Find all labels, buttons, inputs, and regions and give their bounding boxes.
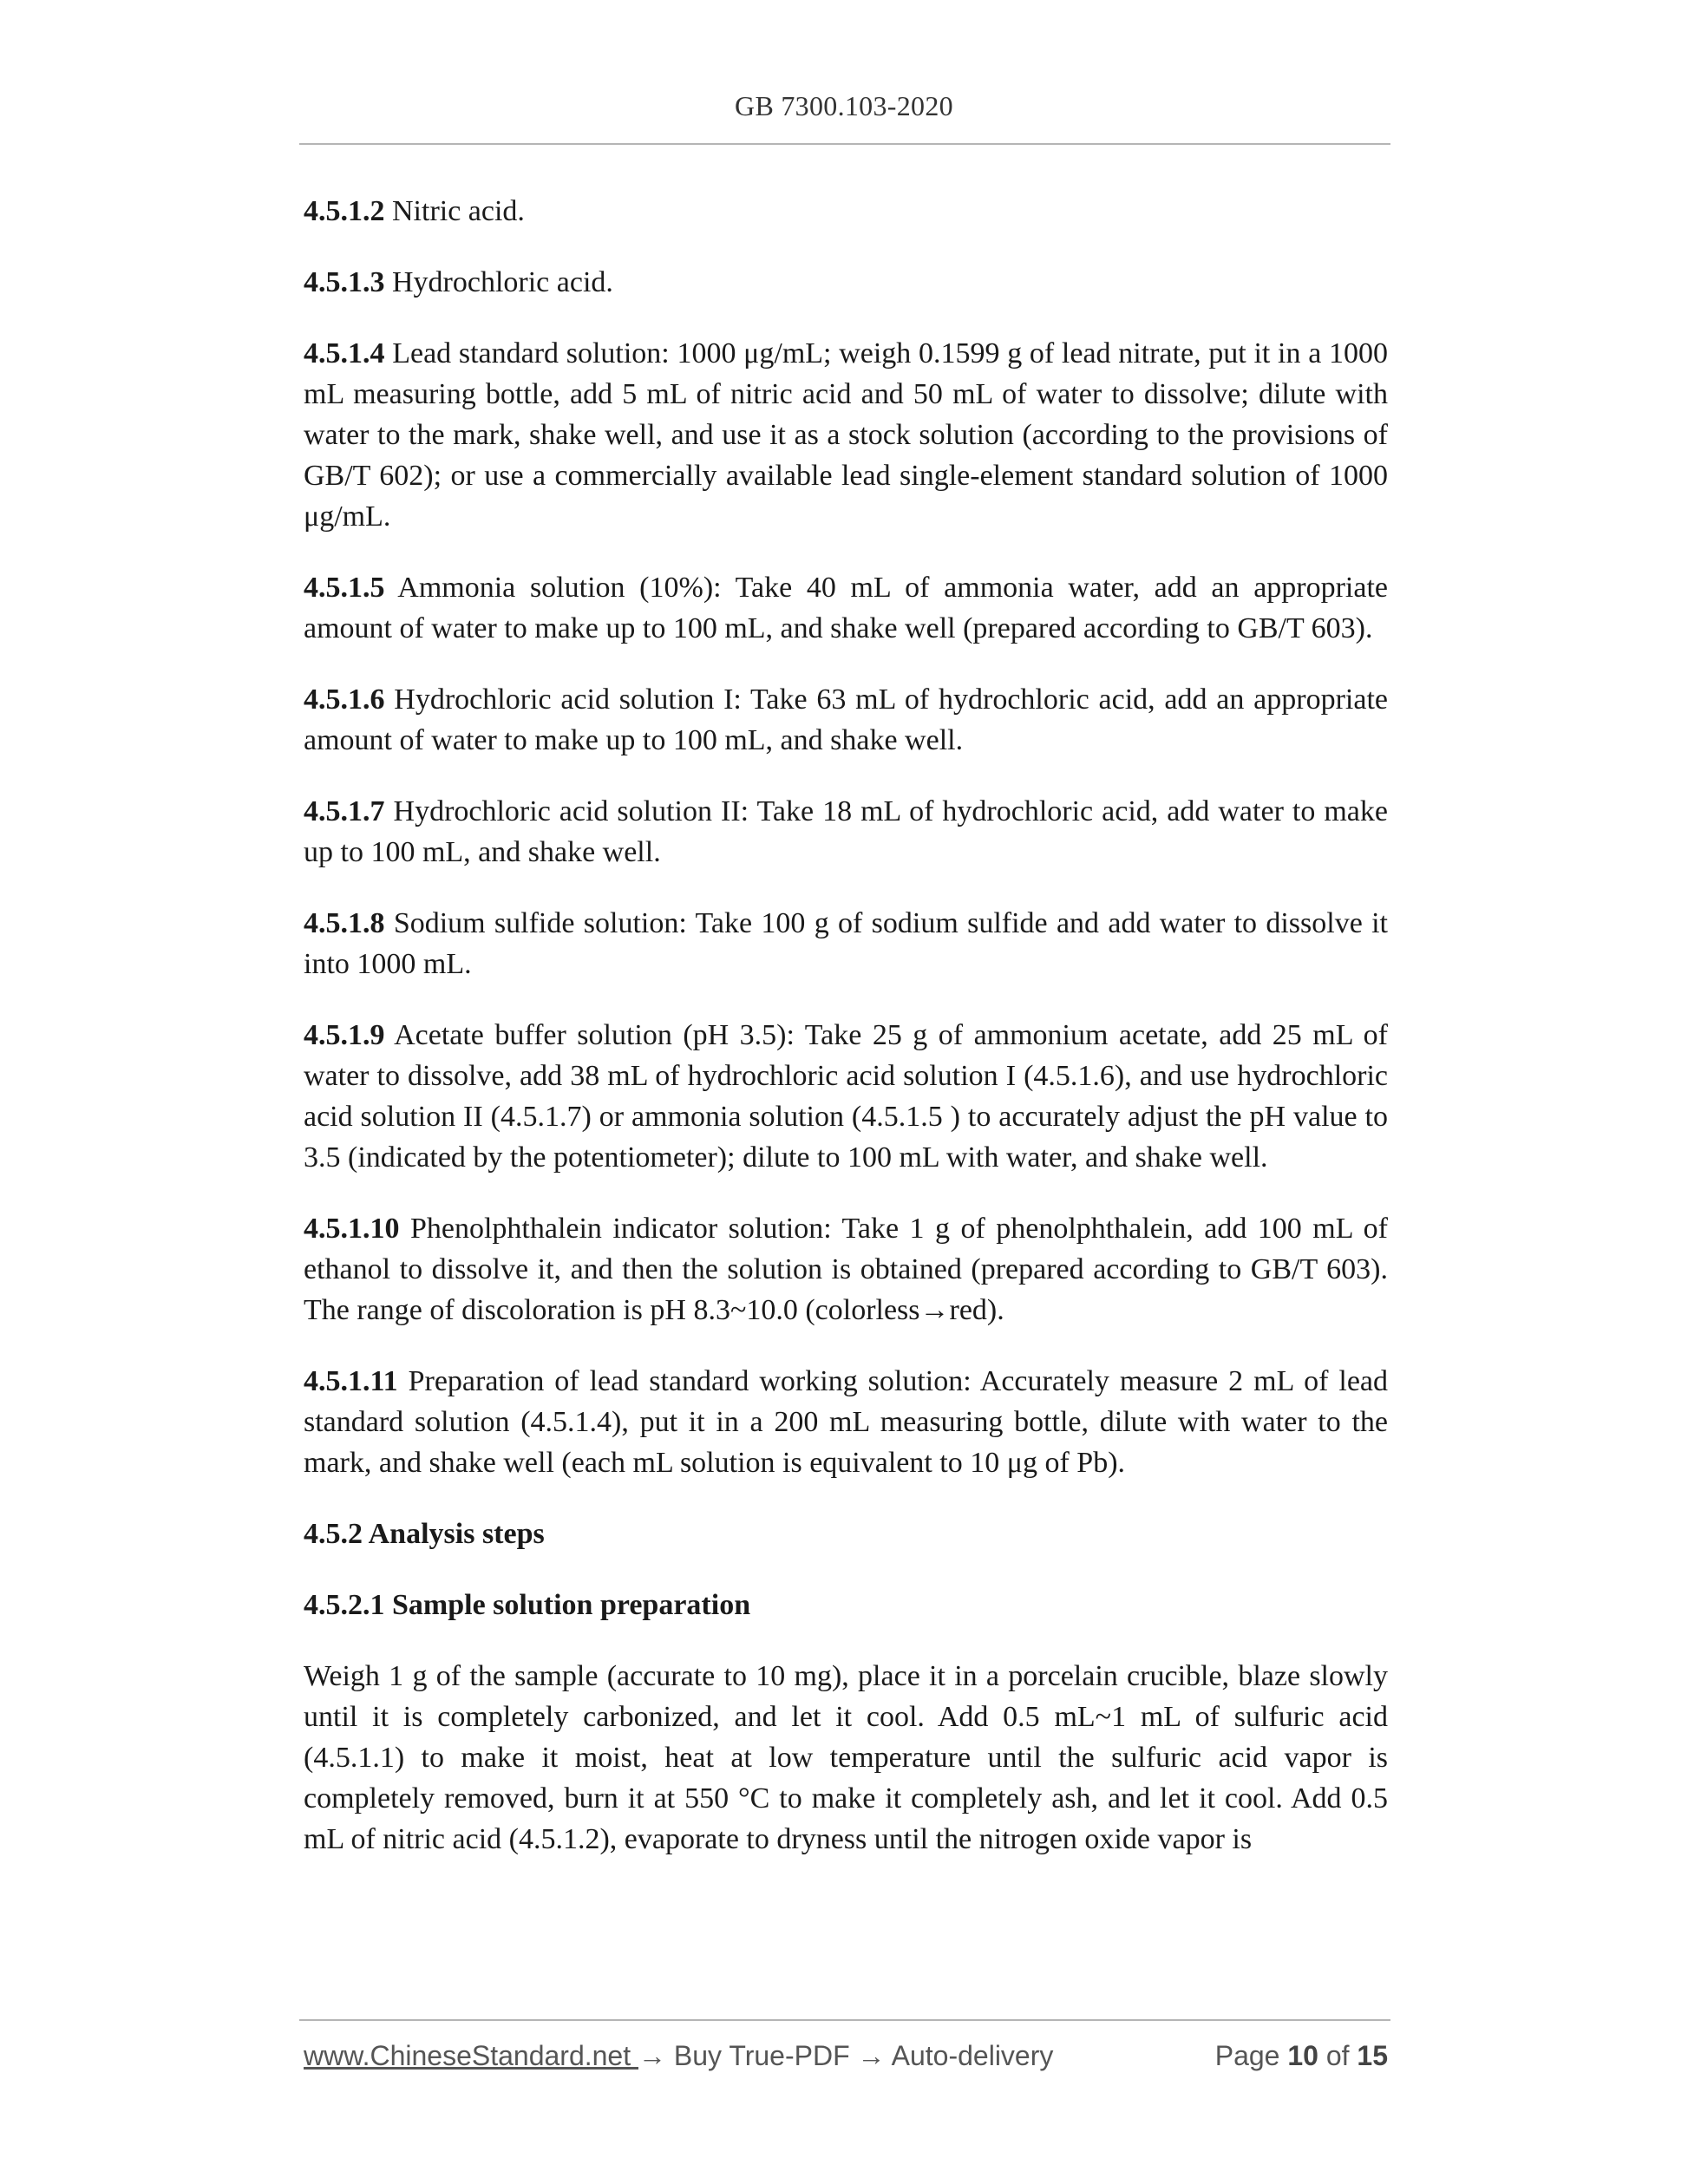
clause-4-5-1-3 — [304, 262, 1388, 303]
buy-pdf-text: Buy True-PDF — [666, 2040, 858, 2071]
clause-text: Phenolphthalein indicator solution: Take 1 g of phenolphthalein, add 100 mL of ethanol to dissolve it, and then the solution is obtained (prepared according to GB/T 603). The range of discoloration is pH 8.3~10.0 (colorless→red). — [304, 1213, 1388, 1326]
website-link[interactable]: www.ChineseStandard.net — [304, 2040, 638, 2071]
page-label: Page — [1214, 2040, 1280, 2071]
section-heading-sample-prep: 4.5.2.1 Sample solution preparation — [304, 1589, 751, 1621]
clause-number: 4.5.1.8 — [304, 907, 385, 939]
body-paragraph: Weigh 1 g of the sample (accurate to 10 mg), place it in a porcelain crucible, blaze slowly until it is completely carbonized, and let it cool. Add 0.5 mL~1 mL of sulfuric acid (4.5.1.1) to make it moist, heat at low temperature until the sulfuric acid vapor is completely removed, burn it at 550 °C to make it completely ash, and let it cool. Add 0.5 mL of nitric acid (4.5.1.2), evaporate to dryness until the nitrogen oxide vapor is — [304, 1660, 1388, 1855]
page-content — [304, 191, 1388, 1890]
clause-4-5-1-11 — [304, 1361, 1388, 1483]
clause-number: 4.5.1.9 — [304, 1019, 385, 1051]
arrow-right-icon: → — [857, 2040, 886, 2071]
footer-left — [304, 2040, 1053, 2072]
header-divider — [299, 143, 1390, 145]
clause-number: 4.5.1.11 — [304, 1365, 398, 1397]
clause-4-5-1-8 — [304, 903, 1388, 984]
section-heading-analysis-steps: 4.5.2 Analysis steps — [304, 1518, 545, 1550]
clause-text: Ammonia solution (10%): Take 40 mL of ammonia water, add an appropriate amount of water to make up to 100 mL, and shake well (prepared according to GB/T 603). — [304, 572, 1388, 644]
auto-delivery-text: Auto-delivery — [885, 2040, 1054, 2071]
clause-number: 4.5.1.7 — [304, 795, 385, 827]
clause-4-5-1-10 — [304, 1208, 1388, 1331]
arrow-right-icon: → — [638, 2040, 666, 2071]
clause-text: Hydrochloric acid. — [384, 266, 613, 298]
clause-text: Acetate buffer solution (pH 3.5): Take 25 g of ammonium acetate, add 25 mL of water to dissolve, add 38 mL of hydrochloric acid solution I (4.5.1.6), and use hydrochloric acid solution II (4.5.1.7) or ammonia solution (4.5.1.5 ) to accurately adjust the pH value to 3.5 (indicated by the potentiometer); dilute to 100 mL with water, and shake well. — [304, 1019, 1388, 1174]
header-title: GB 7300.103-2020 — [735, 90, 953, 121]
clause-number: 4.5.1.10 — [304, 1213, 400, 1245]
clause-4-5-1-7 — [304, 791, 1388, 873]
clause-text: Hydrochloric acid solution I: Take 63 mL of hydrochloric acid, add an appropriate amount of water to make up to 100 mL, and shake well. — [304, 683, 1388, 756]
clause-number: 4.5.1.2 — [304, 195, 385, 227]
clause-text: Sodium sulfide solution: Take 100 g of sodium sulfide and add water to dissolve it into 1000 mL. — [304, 907, 1388, 980]
clause-4-5-1-5 — [304, 567, 1388, 649]
clause-4-5-1-4 — [304, 333, 1388, 537]
clause-4-5-1-9 — [304, 1015, 1388, 1178]
clause-number: 4.5.1.5 — [304, 572, 385, 604]
clause-text: Lead standard solution: 1000 μg/mL; weigh 0.1599 g of lead nitrate, put it in a 1000 mL measuring bottle, add 5 mL of nitric acid and 50 mL of water to dissolve; dilute with water to the mark, shake well, and use it as a stock solution (according to the provisions of GB/T 602); or use a commercially available lead single-element standard solution of 1000 μg/mL. — [304, 337, 1388, 533]
clause-text: Preparation of lead standard working solution: Accurately measure 2 mL of lead standard solution (4.5.1.4), put it in a 200 mL measuring bottle, dilute with water to the mark, and shake well (each mL solution is equivalent to 10 μg of Pb). — [304, 1365, 1388, 1479]
total-page-number: 15 — [1357, 2040, 1388, 2071]
clause-text: Hydrochloric acid solution II: Take 18 mL of hydrochloric acid, add water to make up to 100 mL, and shake well. — [304, 795, 1388, 868]
current-page-number: 10 — [1287, 2040, 1318, 2071]
clause-number: 4.5.1.3 — [304, 266, 385, 298]
clause-text: Nitric acid. — [384, 195, 525, 227]
footer-divider — [299, 2019, 1390, 2021]
clause-4-5-1-2 — [304, 191, 1388, 232]
page-of-label: of — [1325, 2040, 1350, 2071]
clause-number: 4.5.1.6 — [304, 683, 385, 716]
clause-number: 4.5.1.4 — [304, 337, 385, 369]
page-indicator — [1215, 2040, 1388, 2072]
clause-4-5-1-6 — [304, 679, 1388, 761]
